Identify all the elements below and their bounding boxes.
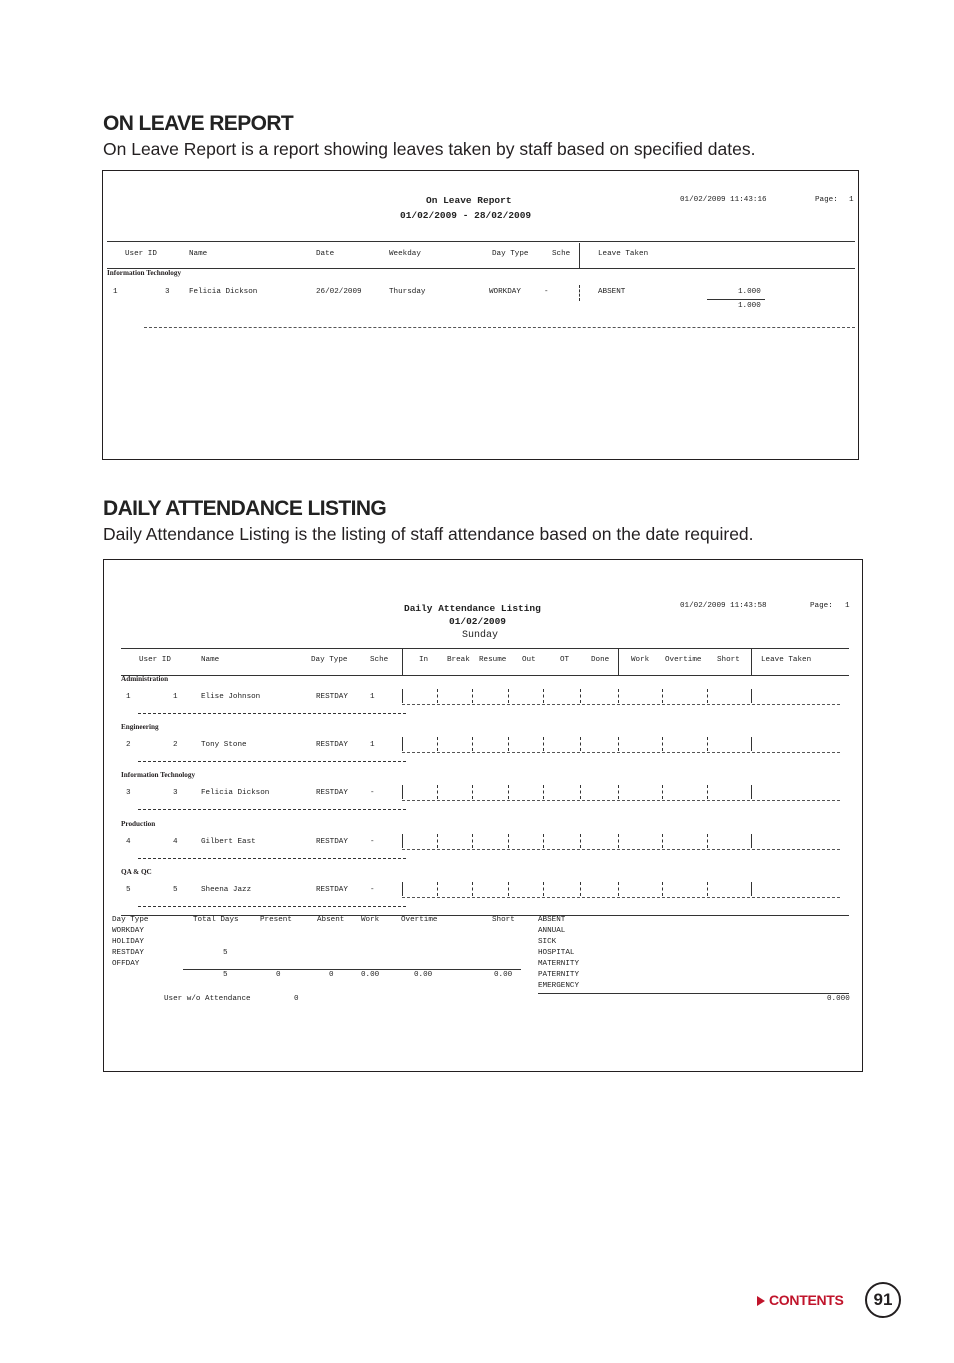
time-slot-separator	[402, 689, 403, 703]
group-row-no: 2	[126, 741, 131, 749]
attendance-col-ot: OT	[560, 656, 570, 664]
time-slot-separator	[543, 737, 544, 751]
group-separator-line	[138, 713, 406, 714]
time-slot-separator	[707, 737, 708, 751]
time-slot-separator	[662, 737, 663, 751]
attendance-report-weekday: Sunday	[462, 630, 499, 641]
summary-without-attendance-label: User w/o Attendance	[164, 995, 251, 1003]
leave-header-top-line	[107, 241, 855, 242]
summary-leave-annual: ANNUAL	[538, 927, 566, 935]
summary-daytype-restday: RESTDAY	[112, 949, 144, 957]
time-slot-separator	[508, 689, 509, 703]
summary-totals-line	[183, 969, 521, 970]
attendance-description: Daily Attendance Listing is the listing of staff attendance based on the date required.	[103, 524, 754, 544]
group-row-id: 1	[173, 693, 178, 701]
summary-total-work: 0.00	[361, 971, 380, 979]
summary-daytype-workday: WORKDAY	[112, 927, 144, 935]
group-row-name: Felicia Dickson	[201, 789, 270, 797]
time-slot-separator	[437, 689, 438, 703]
time-slot-separator	[662, 689, 663, 703]
time-slot-separator	[707, 834, 708, 848]
leave-report-title: On Leave Report	[426, 195, 512, 206]
time-slot-separator	[618, 882, 619, 896]
attendance-header-bottom-line	[121, 675, 849, 676]
attendance-col-sep-1	[402, 648, 403, 675]
leave-row-no: 1	[113, 288, 118, 296]
group-separator-line	[138, 906, 406, 907]
time-slot-separator	[618, 737, 619, 751]
time-slot-separator	[618, 834, 619, 848]
time-slot-separator	[662, 882, 663, 896]
group-row-name: Gilbert East	[201, 838, 256, 846]
group-separator-line	[138, 858, 406, 859]
leave-row-id: 3	[165, 288, 170, 296]
leave-slot-separator	[751, 737, 752, 751]
group-row-sche: 1	[370, 741, 375, 749]
time-slot-separator	[580, 834, 581, 848]
attendance-report-frame	[103, 559, 863, 1072]
attendance-col-done: Done	[591, 656, 610, 664]
leave-total-line	[707, 299, 765, 300]
group-department: Information Technology	[121, 771, 196, 779]
attendance-col-overtime: Overtime	[665, 656, 702, 664]
time-slot-separator	[472, 737, 473, 751]
leave-description: On Leave Report is a report showing leaves taken by staff based on specified dates.	[103, 139, 756, 159]
leave-report-date-range: 01/02/2009 - 28/02/2009	[400, 210, 532, 221]
summary-total-overtime: 0.00	[414, 971, 433, 979]
summary-leave-maternity: MATERNITY	[538, 960, 580, 968]
summary-total-absent: 0	[329, 971, 334, 979]
time-slot-separator	[402, 785, 403, 799]
attendance-col-daytype: Day Type	[311, 656, 348, 664]
attendance-col-out: Out	[522, 656, 536, 664]
attendance-col-sep-3	[751, 648, 752, 675]
time-slot-separator	[437, 785, 438, 799]
attendance-report-page-label: Page:	[810, 602, 833, 610]
time-slot-separator	[662, 785, 663, 799]
group-row-id: 2	[173, 741, 178, 749]
time-slot-separator	[580, 737, 581, 751]
leave-report-frame	[102, 170, 859, 460]
group-row-no: 3	[126, 789, 131, 797]
time-slot-separator	[402, 834, 403, 848]
attendance-report-timestamp: 01/02/2009 11:43:58	[680, 602, 767, 610]
time-slot-underline	[402, 849, 840, 850]
leave-slot-separator	[751, 785, 752, 799]
summary-daytype-holiday: HOLIDAY	[112, 938, 144, 946]
leave-row-amount: 1.000	[738, 288, 761, 296]
group-department: QA & QC	[121, 868, 152, 876]
summary-restday-total: 5	[223, 949, 228, 957]
leave-col-userid: User ID	[125, 250, 157, 258]
time-slot-separator	[508, 737, 509, 751]
summary-header-daytype: Day Type	[112, 916, 149, 924]
time-slot-separator	[437, 834, 438, 848]
summary-without-attendance-value: 0	[294, 995, 299, 1003]
summary-leave-total: 0.000	[827, 995, 850, 1003]
time-slot-separator	[472, 785, 473, 799]
time-slot-underline	[402, 704, 840, 705]
attendance-col-sche: Sche	[370, 656, 389, 664]
group-row-sche: -	[370, 789, 375, 797]
time-slot-separator	[618, 785, 619, 799]
leave-report-page-label: Page:	[815, 196, 838, 204]
group-row-daytype: RESTDAY	[316, 838, 348, 846]
leave-header-bottom-line	[107, 268, 855, 269]
summary-header-work: Work	[361, 916, 380, 924]
leave-col-sche: Sche	[552, 250, 571, 258]
time-slot-separator	[543, 882, 544, 896]
leave-department: Information Technology	[107, 269, 182, 277]
time-slot-separator	[437, 737, 438, 751]
group-department: Production	[121, 820, 156, 828]
time-slot-separator	[508, 834, 509, 848]
leave-row-separator	[579, 285, 580, 301]
group-row-no: 4	[126, 838, 131, 846]
group-separator-line	[138, 761, 406, 762]
page-number: 91	[865, 1282, 901, 1318]
attendance-col-break: Break	[447, 656, 470, 664]
attendance-report-title: Daily Attendance Listing	[404, 603, 541, 614]
leave-report-timestamp: 01/02/2009 11:43:16	[680, 196, 767, 204]
time-slot-underline	[402, 897, 840, 898]
leave-total: 1.000	[738, 302, 761, 310]
group-row-name: Sheena Jazz	[201, 886, 252, 894]
summary-leave-absent: ABSENT	[538, 916, 566, 924]
group-row-id: 3	[173, 789, 178, 797]
time-slot-separator	[707, 882, 708, 896]
summary-leave-line	[538, 993, 849, 994]
group-row-no: 5	[126, 886, 131, 894]
leave-bottom-dashed-line	[144, 327, 855, 328]
leave-col-daytype: Day Type	[492, 250, 529, 258]
summary-total-short: 0.00	[494, 971, 513, 979]
time-slot-separator	[402, 882, 403, 896]
leave-row-leave: ABSENT	[598, 288, 626, 296]
time-slot-separator	[580, 882, 581, 896]
time-slot-separator	[543, 834, 544, 848]
time-slot-separator	[472, 882, 473, 896]
time-slot-separator	[707, 785, 708, 799]
attendance-report-date: 01/02/2009	[449, 616, 507, 627]
leave-slot-separator	[751, 882, 752, 896]
time-slot-separator	[707, 689, 708, 703]
group-row-daytype: RESTDAY	[316, 693, 348, 701]
time-slot-separator	[472, 689, 473, 703]
time-slot-separator	[508, 882, 509, 896]
leave-col-name: Name	[189, 250, 208, 258]
summary-leave-paternity: PATERNITY	[538, 971, 580, 979]
time-slot-separator	[543, 689, 544, 703]
group-row-daytype: RESTDAY	[316, 741, 348, 749]
summary-leave-sick: SICK	[538, 938, 557, 946]
summary-header-absent: Absent	[317, 916, 345, 924]
group-row-name: Elise Johnson	[201, 693, 261, 701]
group-row-sche: 1	[370, 693, 375, 701]
attendance-col-resume: Resume	[479, 656, 507, 664]
group-separator-line	[138, 809, 406, 810]
attendance-col-work: Work	[631, 656, 650, 664]
summary-leave-emergency: EMERGENCY	[538, 982, 580, 990]
leave-col-leave: Leave Taken	[598, 250, 649, 258]
time-slot-separator	[508, 785, 509, 799]
time-slot-separator	[662, 834, 663, 848]
attendance-col-name: Name	[201, 656, 220, 664]
group-row-daytype: RESTDAY	[316, 886, 348, 894]
leave-col-date: Date	[316, 250, 335, 258]
time-slot-separator	[437, 882, 438, 896]
time-slot-separator	[543, 785, 544, 799]
attendance-col-short: Short	[717, 656, 740, 664]
attendance-col-in: In	[419, 656, 429, 664]
time-slot-separator	[618, 689, 619, 703]
group-department: Administration	[121, 675, 169, 683]
time-slot-underline	[402, 800, 840, 801]
summary-daytype-offday: OFFDAY	[112, 960, 140, 968]
attendance-col-leave: Leave Taken	[761, 656, 812, 664]
time-slot-separator	[402, 737, 403, 751]
attendance-heading: DAILY ATTENDANCE LISTING	[103, 497, 387, 520]
attendance-header-top-line	[121, 648, 849, 649]
summary-leave-hospital: HOSPITAL	[538, 949, 575, 957]
group-row-name: Tony Stone	[201, 741, 247, 749]
summary-header-short: Short	[492, 916, 515, 924]
leave-slot-separator	[751, 834, 752, 848]
contents-arrow-icon[interactable]	[757, 1296, 765, 1306]
leave-row-sche: -	[544, 288, 549, 296]
group-department: Engineering	[121, 723, 159, 731]
summary-total-present: 0	[276, 971, 281, 979]
attendance-col-sep-2	[618, 648, 619, 675]
leave-row-daytype: WORKDAY	[489, 288, 521, 296]
attendance-report-page-num: 1	[845, 602, 850, 610]
contents-link[interactable]: CONTENTS	[769, 1292, 844, 1308]
leave-row-date: 26/02/2009	[316, 288, 362, 296]
summary-header-present: Present	[260, 916, 292, 924]
group-row-no: 1	[126, 693, 131, 701]
group-row-sche: -	[370, 886, 375, 894]
group-row-id: 5	[173, 886, 178, 894]
group-row-id: 4	[173, 838, 178, 846]
leave-report-page-num: 1	[849, 196, 854, 204]
time-slot-separator	[472, 834, 473, 848]
leave-col-separator	[579, 243, 580, 268]
leave-slot-separator	[751, 689, 752, 703]
leave-row-weekday: Thursday	[389, 288, 426, 296]
summary-total-days: 5	[223, 971, 228, 979]
leave-col-weekday: Weekday	[389, 250, 421, 258]
time-slot-separator	[580, 785, 581, 799]
time-slot-separator	[580, 689, 581, 703]
summary-header-overtime: Overtime	[401, 916, 438, 924]
leave-row-name: Felicia Dickson	[189, 288, 258, 296]
attendance-col-userid: User ID	[139, 656, 171, 664]
time-slot-underline	[402, 752, 840, 753]
group-row-sche: -	[370, 838, 375, 846]
group-row-daytype: RESTDAY	[316, 789, 348, 797]
leave-heading: ON LEAVE REPORT	[103, 112, 294, 135]
summary-header-totaldays: Total Days	[193, 916, 239, 924]
